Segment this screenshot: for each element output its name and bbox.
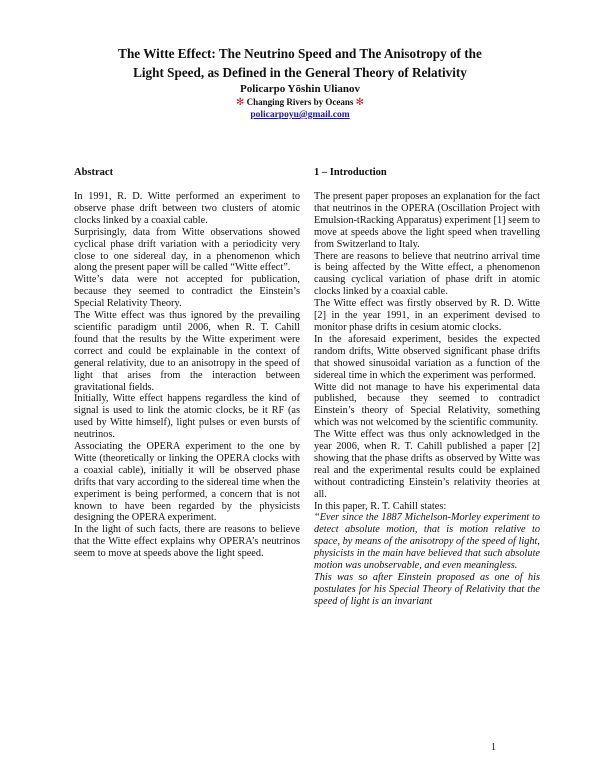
quote-paragraph: “Ever since the 1887 Michelson-Morley experiment to detect absolute motion, that is motion relative to space, by means of the anisotropy of the speed of light, physicists in the main have believed that such absolute motion was unobservable, and even meaningless. xyxy=(314,512,540,572)
page-number: 1 xyxy=(491,742,496,753)
abstract-paragraph: The Witte effect was thus ignored by the prevailing scientific paradigm until 2006, when R. T. Cahill found that the results by the Witte experiment were correct and could be explainable in the context of general relativity, due to an anisotropy in the speed of light that arises from the interaction between gravitational fields. xyxy=(74,310,300,393)
intro-paragraph: In the aforesaid experiment, besides the expected random drifts, Witte observed significant phase drifts that showed sinusoidal variation as a function of the sidereal time in which the experiment was performed. xyxy=(314,333,540,381)
abstract-paragraph: In 1991, R. D. Witte performed an experiment to observe phase drift between two clusters of atomic clocks linked by a coaxial cable. xyxy=(74,191,300,226)
abstract-paragraph: In the light of such facts, there are reasons to believe that the Witte effect explains why OPERA’s neutrinos seem to move at speeds above the light speed. xyxy=(74,524,300,560)
abstract-column xyxy=(74,167,300,560)
abstract-paragraph: Surprisingly, data from Witte observations showed cyclical phase drift variation with a periodicity very close to one sidereal day, in a phenomenon which along the present paper will be called “Witte effect”. xyxy=(74,226,300,274)
title-line-1: The Witte Effect: The Neutrino Speed and The Anisotropy of the xyxy=(118,46,482,61)
intro-paragraph: The Witte effect was firstly observed by R. D. Witte [2] in the year 1991, in an experiment devised to monitor phase drifts in cesium atomic clocks. xyxy=(314,298,540,333)
introduction-column xyxy=(314,167,540,608)
author-email-link[interactable]: policarpoyu@gmail.com xyxy=(250,110,350,120)
intro-paragraph: In this paper, R. T. Cahill states: xyxy=(314,500,447,512)
quote-paragraph: This was so after Einstein proposed as one of his postulates for his Special Theory of Relativity that the speed of light is an invariant xyxy=(314,572,540,607)
introduction-heading: 1 – Introduction xyxy=(314,167,387,178)
abstract-paragraph: Initially, Witte effect happens regardless the kind of signal is used to link the atomic clocks, be it RF (as used by Witte himself), light pulses or even bursts of neutrinos. xyxy=(74,393,300,441)
paper-header xyxy=(0,44,600,121)
abstract-heading: Abstract xyxy=(74,167,114,178)
affiliation-text: Changing Rivers by Oceans xyxy=(246,97,354,107)
author-name: Policarpo Yōshin Ulianov xyxy=(240,83,360,95)
star-icon: ✻ xyxy=(235,97,245,108)
intro-paragraph: Witte did not manage to have his experimental data published, because they seemed to contradict Einstein’s theory of Special Relativity, something which was not welcomed by the scientific community. xyxy=(314,381,540,429)
intro-paragraph: The Witte effect was thus only acknowledged in the year 2006, when R. T. Cahill published a paper [2] showing that the phase drifts as observed by Witte was real and the experimental results could be explained without contradicting Einstein’s relativity theories at all. xyxy=(314,429,540,500)
intro-paragraph: The present paper proposes an explanation for the fact that neutrinos in the OPERA (Oscillation Project with Emulsion-tRacking Apparatus) experiment [1] seem to move at speeds above the light speed when travelling from Switzerland to Italy. xyxy=(314,191,540,250)
abstract-paragraph: Witte’s data were not accepted for publication, because they seemed to contradict the Einstein’s Special Relativity Theory. xyxy=(74,274,300,310)
star-icon: ✻ xyxy=(355,97,365,108)
affiliation-line xyxy=(0,96,600,109)
intro-paragraph: There are reasons to believe that neutrino arrival time is being affected by the Witte effect, a phenomenon causing cyclical variation of phase drift in atomic clocks linked by a coaxial cable. xyxy=(314,250,540,298)
abstract-paragraph: Associating the OPERA experiment to the one by Witte (theoretically or linking the OPERA clocks with a coaxial cable), initially it will be observed phase drifts that vary according to the sidereal time when the experiment is being performed, a concern that is not known to have been regarded by the physicists designing the OPERA experiment. xyxy=(74,441,300,524)
paper-title xyxy=(0,44,600,82)
title-line-2: Light Speed, as Defined in the General Theory of Relativity xyxy=(133,65,467,80)
